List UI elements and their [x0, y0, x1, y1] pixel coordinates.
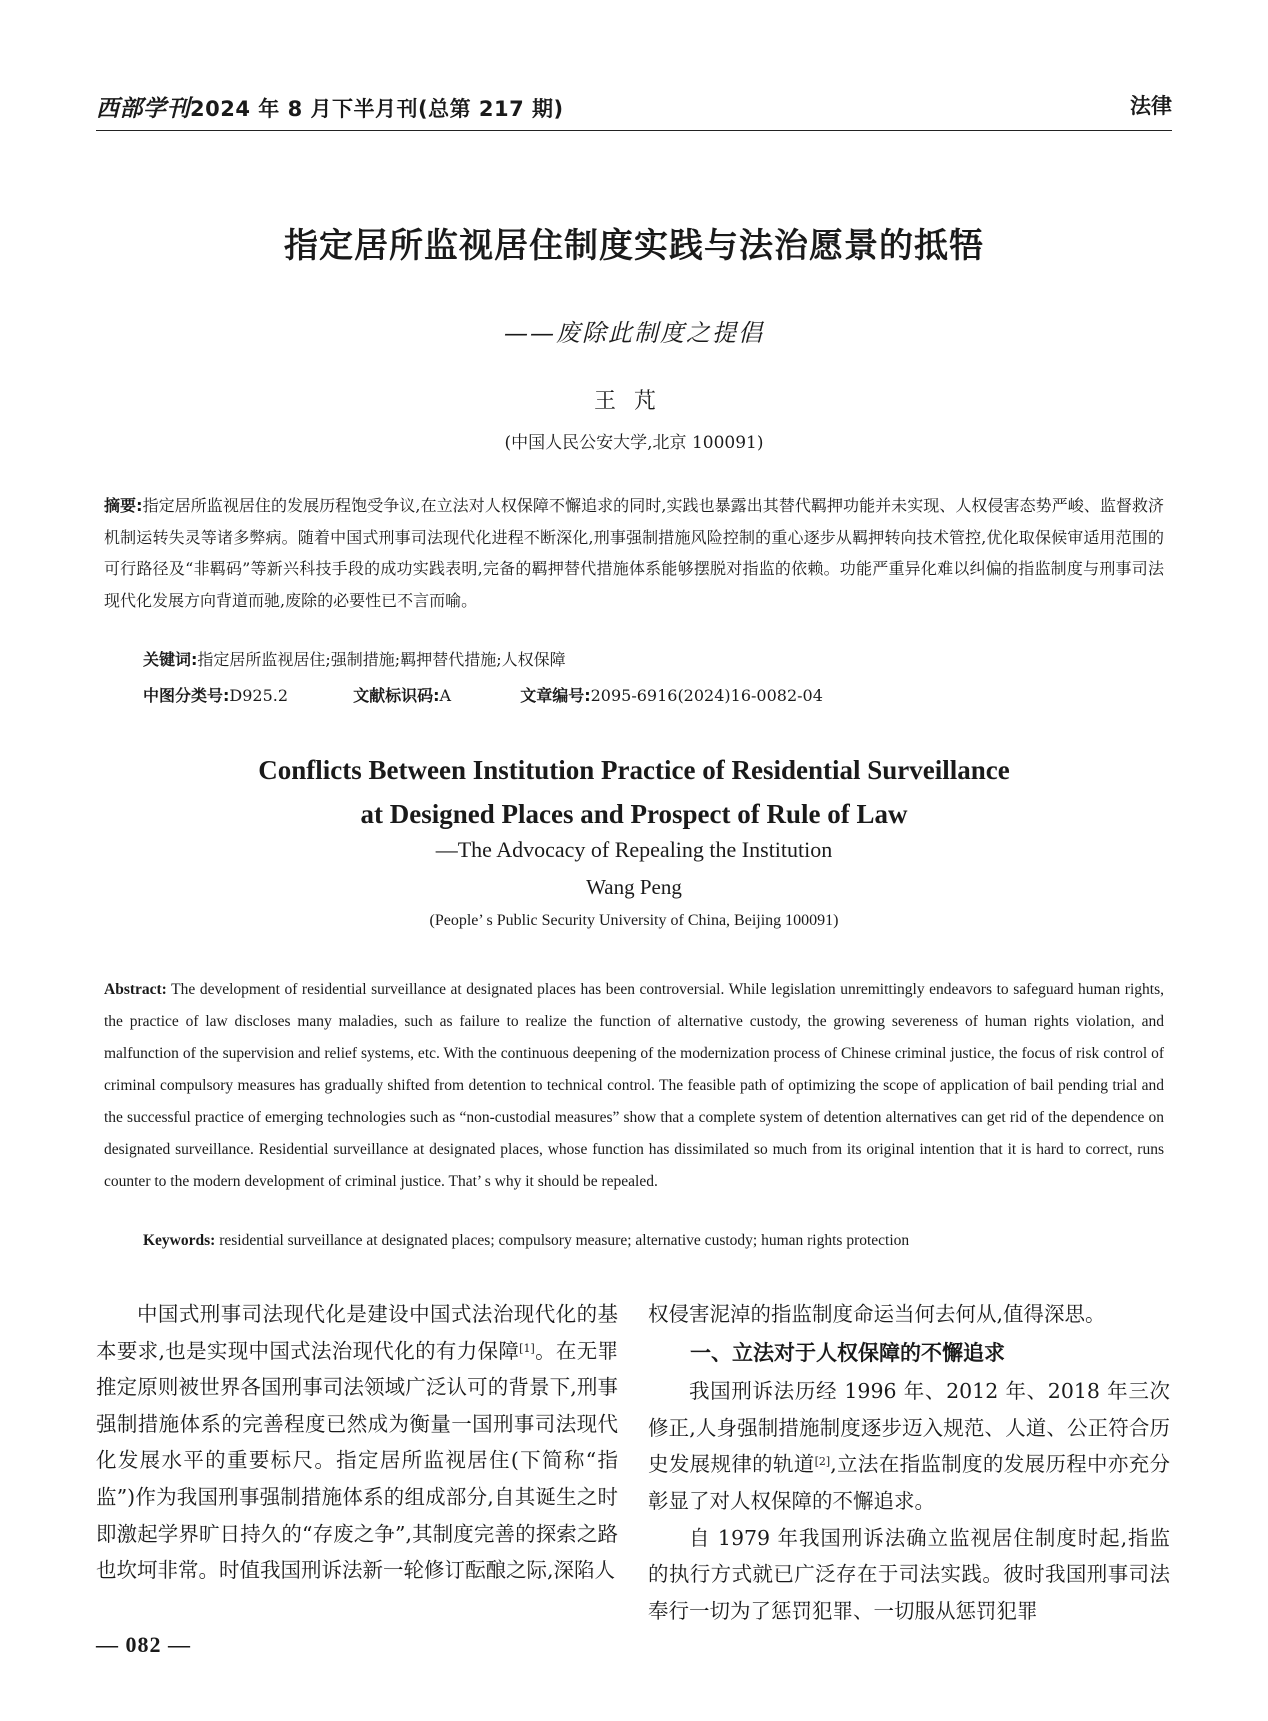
body-paragraph: 我国刑诉法历经 1996 年、2012 年、2018 年三次修正,人身强制措施制度逐步迈入规范、人道、公正符合历史发展规律的轨道[2],立法在指监制度的发展历程中亦充分彰显了对人权保障的不懈追求。: [648, 1379, 1171, 1513]
classification-line: [143, 683, 1164, 706]
running-header: [96, 86, 1172, 131]
journal-issue-line: [96, 90, 564, 123]
body-paragraph: 权侵害泥淖的指监制度命运当何去何从,值得深思。: [648, 1302, 1106, 1326]
abstract-en-text: The development of residential surveillance at designated places has been controversial. While legislation unremittingly endeavors to safeguard human rights, the practice of law discloses many maladies, such as failure to realize the function of alternative custody, the growing severeness of human rights violation, and malfunction of the supervision and relief systems, etc. With the continuous deepening of the modernization process of Chinese criminal justice, the focus of risk control of criminal compulsory measures has gradually shifted from detention to technical control. The feasible path of optimizing the scope of application of bail pending trial and the successful practice of emerging technologies such as “non-custodial measures” show that a complete system of detention alternatives can get rid of the dependence on designated surveillance. Residential surveillance at designated places, whose function has dissimilated so much from its original intention that it is hard to correct, runs counter to the modern development of criminal justice. That’ s why it should be repealed.: [104, 981, 1164, 1190]
abstract-en: [104, 974, 1164, 1198]
affiliation-en: (People’ s Public Security University of China, Beijing 100091): [429, 912, 839, 929]
abstract-cn-text: 指定居所监视居住的发展历程饱受争议,在立法对人权保障不懈追求的同时,实践也暴露出其替代羁押功能并未实现、人权侵害态势严峻、监督救济机制运转失灵等诸多弊病。随着中国式刑事司法现代化进程不断深化,刑事强制措施风险控制的重心逐步从羁押转向技术管控,优化取保候审适用范围的可行路径及“非羁码”等新兴科技手段的成功实践表明,完备的羁押替代措施体系能够摆脱对指监的依赖。功能严重异化难以纠偏的指监制度与刑事司法现代化发展方向背道而驰,废除的必要性已不言而喻。: [104, 496, 1164, 610]
keywords-en-label: Keywords:: [143, 1232, 216, 1249]
article-number: 文章编号:2095-6916(2024)16-0082-04: [520, 686, 823, 705]
article-subtitle-cn: ——废除此制度之提倡: [504, 319, 764, 347]
title-en-line-1: Conflicts Between Institution Practice of Residential Surveillance: [258, 755, 1010, 785]
affiliation-cn: (中国人民公安大学,北京 100091): [504, 433, 764, 453]
article-title-cn: 指定居所监视居住制度实践与法治愿景的抵牾: [284, 226, 984, 266]
body-paragraph: 中国式刑事司法现代化是建设中国式法治现代化的基本要求,也是实现中国式法治现代化的有力保障[1]。在无罪推定原则被世界各国刑事司法领域广泛认可的背景下,刑事强制措施体系的完善程度已然成为衡量一国刑事司法现代化发展水平的重要标尺。指定居所监视居住(下简称“指监”)作为我国刑事强制措施体系的组成部分,自其诞生之时即激起学界旷日持久的“存废之争”,其制度完善的探索之路也坎坷非常。时值我国刑诉法新一轮修订酝酿之际,深陷人: [96, 1302, 619, 1583]
body-column-right: [648, 1296, 1170, 1629]
page-number: — 082 —: [96, 1632, 191, 1657]
section-heading: 一、立法对于人权保障的不懈追求: [690, 1340, 1005, 1365]
section-label: 法律: [1130, 94, 1172, 118]
abstract-cn: [104, 490, 1164, 616]
keywords-en: [143, 1232, 1164, 1250]
document-code: 文献标识码:A: [353, 686, 452, 705]
citation-ref[interactable]: [2]: [814, 1455, 831, 1469]
body-column-left: [96, 1296, 618, 1589]
article-title-en: [0, 748, 1268, 836]
author-en: Wang Peng: [586, 875, 682, 899]
article-subtitle-en: —The Advocacy of Repealing the Institution: [435, 837, 833, 862]
keywords-cn: [143, 647, 1164, 670]
issue-info: 2024 年 8 月下半月刊(总第 217 期): [190, 97, 564, 121]
abstract-cn-label: 摘要:: [104, 496, 143, 515]
author-cn: 王芃: [593, 389, 674, 414]
citation-ref[interactable]: [1]: [519, 1341, 535, 1355]
body-paragraph: 自 1979 年我国刑诉法确立监视居住制度时起,指监的执行方式就已广泛存在于司法实践。彼时我国刑事司法奉行一切为了惩罚犯罪、一切服从惩罚犯罪: [648, 1525, 1170, 1623]
abstract-en-label: Abstract:: [104, 981, 167, 998]
journal-logo: 西部学刊: [96, 95, 190, 122]
keywords-en-text: residential surveillance at designated places; compulsory measure; alternative custody; human rights protection: [219, 1232, 910, 1249]
title-en-line-2: at Designed Places and Prospect of Rule of Law: [360, 799, 908, 829]
clc-code: 中图分类号:D925.2: [143, 686, 289, 705]
keywords-cn-label: 关键词:: [143, 650, 198, 669]
keywords-cn-text: 指定居所监视居住;强制措施;羁押替代措施;人权保障: [197, 650, 566, 669]
